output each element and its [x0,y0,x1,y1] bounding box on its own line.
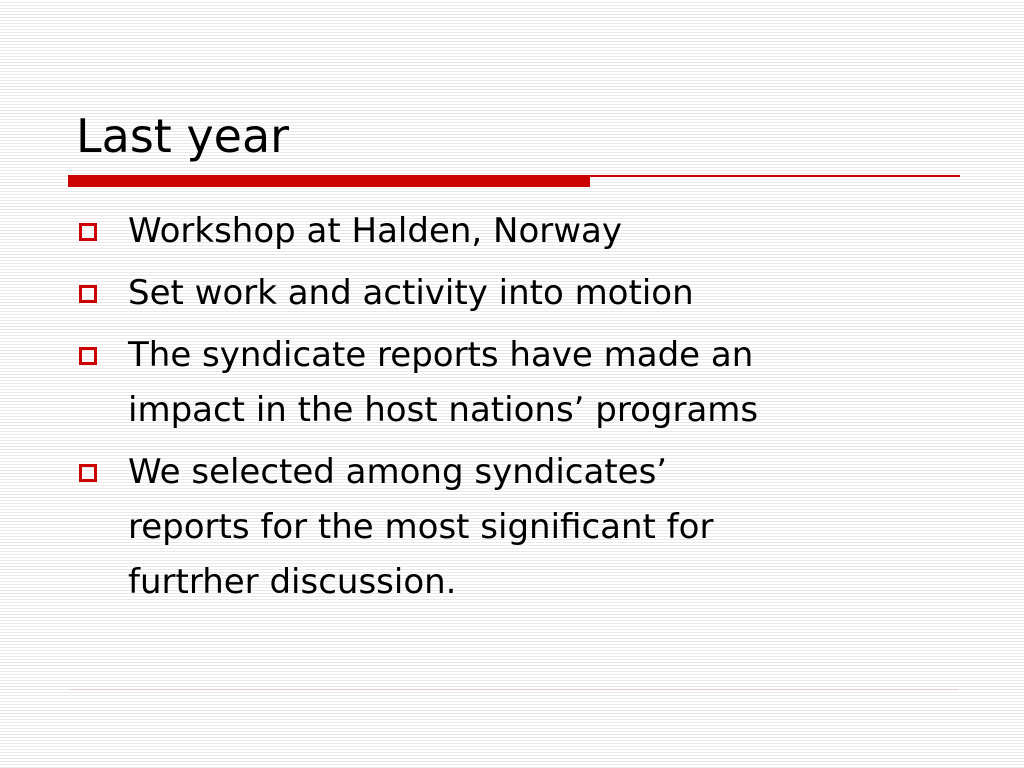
bullet-text-line: impact in the host nations’ programs [128,390,759,430]
hollow-square-bullet-icon [79,464,97,482]
bullet-text-line: Set work and activity into motion [128,273,694,313]
hollow-square-bullet-icon [79,347,97,365]
hollow-square-bullet-icon [79,223,97,241]
bullet-text-line: We selected among syndicates’ [128,452,668,492]
footer-divider [68,689,958,690]
title-underline-thin [590,175,960,177]
bullet-text-line: furtrher discussion. [128,562,457,602]
bullet-item [76,204,976,259]
bullet-text-line: reports for the most significant for [128,507,714,547]
bullet-text-line: Workshop at Halden, Norway [128,211,623,251]
bullet-text-line: The syndicate reports have made an [128,335,754,375]
slide-title: Last year [76,109,290,163]
hollow-square-bullet-icon [79,285,97,303]
bullet-list [76,204,976,617]
bullet-item [76,328,976,438]
bullet-item [76,266,976,321]
title-underline-thick [68,175,590,187]
bullet-item [76,445,976,610]
